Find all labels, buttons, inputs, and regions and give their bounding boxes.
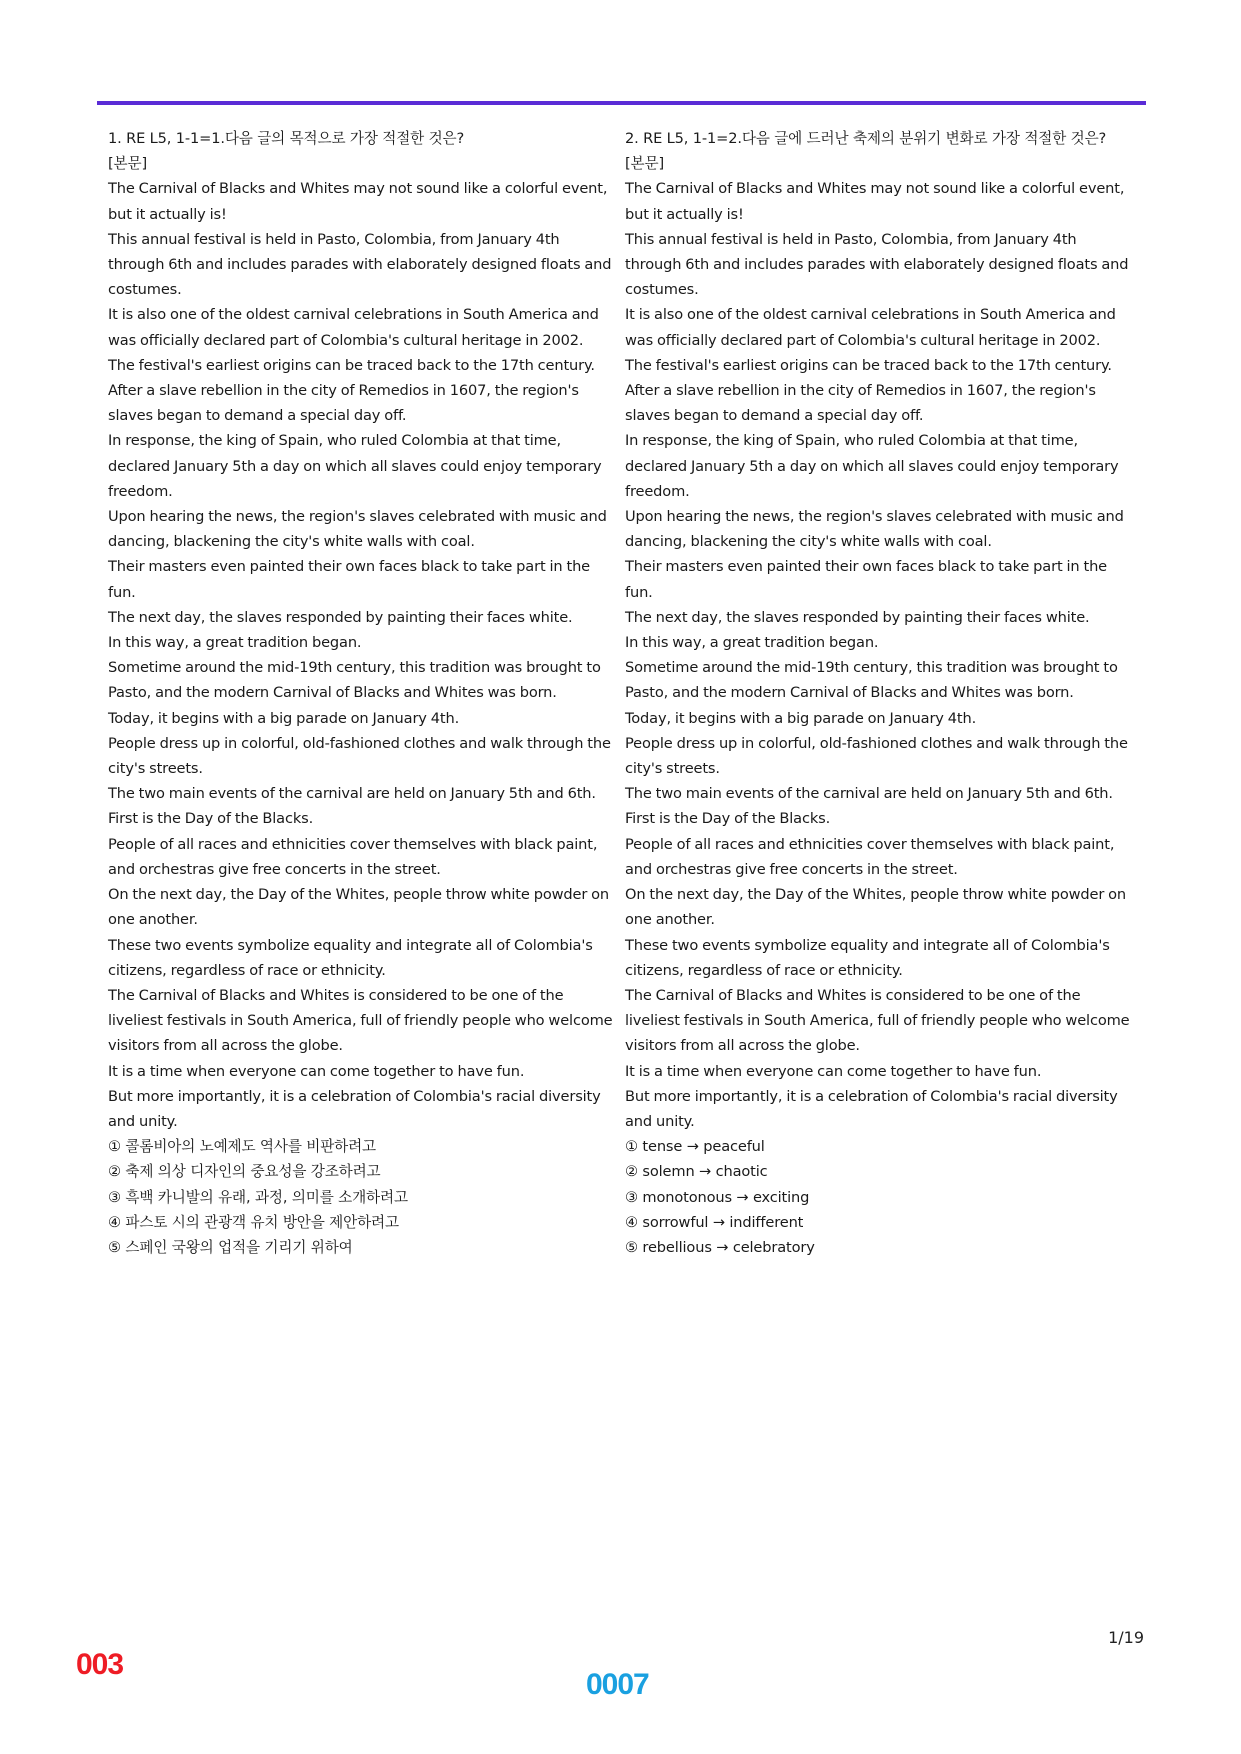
passage-line: The Carnival of Blacks and Whites may not sound like a colorful event, but it actually is! (108, 180, 608, 223)
answer-option-4[interactable]: ④ 파스토 시의 관광객 유치 방안을 제안하려고 (108, 1213, 399, 1231)
passage-line: In response, the king of Spain, who ruled Colombia at that time, declared January 5th a day on which all slaves could enjoy temporary freedom. (625, 432, 1119, 500)
passage-line: It is also one of the oldest carnival celebrations in South America and was officially declared part of Colombia's cultural heritage in 2002. (625, 306, 1116, 349)
passage-line: Sometime around the mid-19th century, this tradition was brought to Pasto, and the modern Carnival of Blacks and Whites was born. (625, 659, 1118, 702)
passage-line: First is the Day of the Blacks. (625, 810, 831, 828)
passage-line: On the next day, the Day of the Whites, people throw white powder on one another. (108, 886, 610, 929)
passage-line: The two main events of the carnival are held on January 5th and 6th. (625, 785, 1113, 803)
answer-option-1[interactable]: ① 콜롬비아의 노예제도 역사를 비판하려고 (108, 1138, 376, 1156)
passage-line: Their masters even painted their own faces black to take part in the fun. (625, 558, 1107, 601)
passage-line: In this way, a great tradition began. (625, 634, 879, 652)
passage-line: The festival's earliest origins can be traced back to the 17th century. (625, 356, 1112, 374)
passage-line: The Carnival of Blacks and Whites may not sound like a colorful event, but it actually is! (625, 180, 1125, 223)
page-number: 1/19 (1108, 1628, 1144, 1647)
passage-line: This annual festival is held in Pasto, Colombia, from January 4th through 6th and includes parades with elaborately designed floats and costumes. (108, 230, 612, 299)
answer-option-2[interactable]: ② 축제 의상 디자인의 중요성을 강조하려고 (108, 1163, 381, 1181)
passage-line: Sometime around the mid-19th century, this tradition was brought to Pasto, and the modern Carnival of Blacks and Whites was born. (108, 659, 601, 702)
passage-line: People dress up in colorful, old-fashioned clothes and walk through the city's streets. (108, 734, 611, 778)
question-2-passage (625, 176, 1130, 1134)
passage-line: In response, the king of Spain, who ruled Colombia at that time, declared January 5th a day on which all slaves could enjoy temporary freedom. (108, 432, 602, 500)
passage-line: People of all races and ethnicities cover themselves with black paint, and orchestras give free concerts in the street. (108, 835, 598, 878)
passage-line: The Carnival of Blacks and Whites is considered to be one of the liveliest festivals in South America, full of friendly people who welcome visitors from all across the globe. (625, 986, 1130, 1055)
question-2-options (625, 1134, 1130, 1260)
answer-option-3[interactable]: ③ 흑백 카니발의 유래, 과정, 의미를 소개하려고 (108, 1188, 408, 1206)
passage-line: It is also one of the oldest carnival celebrations in South America and was officially declared part of Colombia's cultural heritage in 2002. (108, 306, 599, 349)
passage-line: Upon hearing the news, the region's slaves celebrated with music and dancing, blackening the city's white walls with coal. (625, 508, 1124, 551)
passage-line: This annual festival is held in Pasto, Colombia, from January 4th through 6th and includes parades with elaborately designed floats and costumes. (625, 230, 1129, 299)
question-2-tag: [본문] (625, 155, 664, 173)
passage-line: The next day, the slaves responded by painting their faces white. (108, 608, 573, 626)
passage-line: On the next day, the Day of the Whites, people throw white powder on one another. (625, 886, 1127, 929)
answer-option-1[interactable]: ① tense → peaceful (625, 1138, 765, 1156)
header-rule (97, 101, 1146, 105)
question-1 (108, 126, 613, 1260)
passage-line: It is a time when everyone can come together to have fun. (108, 1062, 525, 1080)
question-1-title: 1. RE L5, 1-1=1.다음 글의 목적으로 가장 적절한 것은? (108, 130, 465, 147)
question-2-title: 2. RE L5, 1-1=2.다음 글에 드러난 축제의 분위기 변화로 가장 적절한 것은? (625, 130, 1107, 147)
passage-line: Their masters even painted their own faces black to take part in the fun. (108, 558, 590, 601)
passage-line: It is a time when everyone can come together to have fun. (625, 1062, 1042, 1080)
passage-line: First is the Day of the Blacks. (108, 810, 314, 828)
passage-line: The next day, the slaves responded by painting their faces white. (625, 608, 1090, 626)
question-1-options (108, 1134, 613, 1260)
passage-line: The festival's earliest origins can be traced back to the 17th century. (108, 356, 595, 374)
passage-line: After a slave rebellion in the city of Remedios in 1607, the region's slaves began to demand a special day off. (625, 382, 1096, 425)
passage-line: The Carnival of Blacks and Whites is considered to be one of the liveliest festivals in South America, full of friendly people who welcome visitors from all across the globe. (108, 986, 613, 1055)
question-1-tag: [본문] (108, 155, 147, 173)
sheet-number-stamp: 0007 (586, 1668, 649, 1701)
passage-line: People of all races and ethnicities cover themselves with black paint, and orchestras give free concerts in the street. (625, 835, 1115, 878)
answer-option-5[interactable]: ⑤ rebellious → celebratory (625, 1238, 815, 1256)
question-1-passage (108, 176, 613, 1134)
passage-line: Today, it begins with a big parade on January 4th. (108, 709, 460, 727)
passage-line: Today, it begins with a big parade on January 4th. (625, 709, 977, 727)
passage-line: In this way, a great tradition began. (108, 634, 362, 652)
question-2 (625, 126, 1130, 1260)
passage-line: These two events symbolize equality and integrate all of Colombia's citizens, regardless of race or ethnicity. (108, 936, 593, 979)
answer-option-3[interactable]: ③ monotonous → exciting (625, 1188, 810, 1206)
passage-line: Upon hearing the news, the region's slaves celebrated with music and dancing, blackening the city's white walls with coal. (108, 508, 607, 551)
answer-option-4[interactable]: ④ sorrowful → indifferent (625, 1213, 804, 1231)
passage-line: But more importantly, it is a celebration of Colombia's racial diversity and unity. (108, 1087, 601, 1130)
passage-line: The two main events of the carnival are held on January 5th and 6th. (108, 785, 596, 803)
passage-line: These two events symbolize equality and integrate all of Colombia's citizens, regardless of race or ethnicity. (625, 936, 1110, 979)
answer-option-2[interactable]: ② solemn → chaotic (625, 1163, 768, 1181)
answer-option-5[interactable]: ⑤ 스페인 국왕의 업적을 기리기 위하여 (108, 1238, 353, 1256)
passage-line: But more importantly, it is a celebration of Colombia's racial diversity and unity. (625, 1087, 1118, 1130)
document-code-stamp: 003 (76, 1648, 124, 1681)
passage-line: People dress up in colorful, old-fashioned clothes and walk through the city's streets. (625, 734, 1128, 778)
passage-line: After a slave rebellion in the city of Remedios in 1607, the region's slaves began to demand a special day off. (108, 382, 579, 425)
